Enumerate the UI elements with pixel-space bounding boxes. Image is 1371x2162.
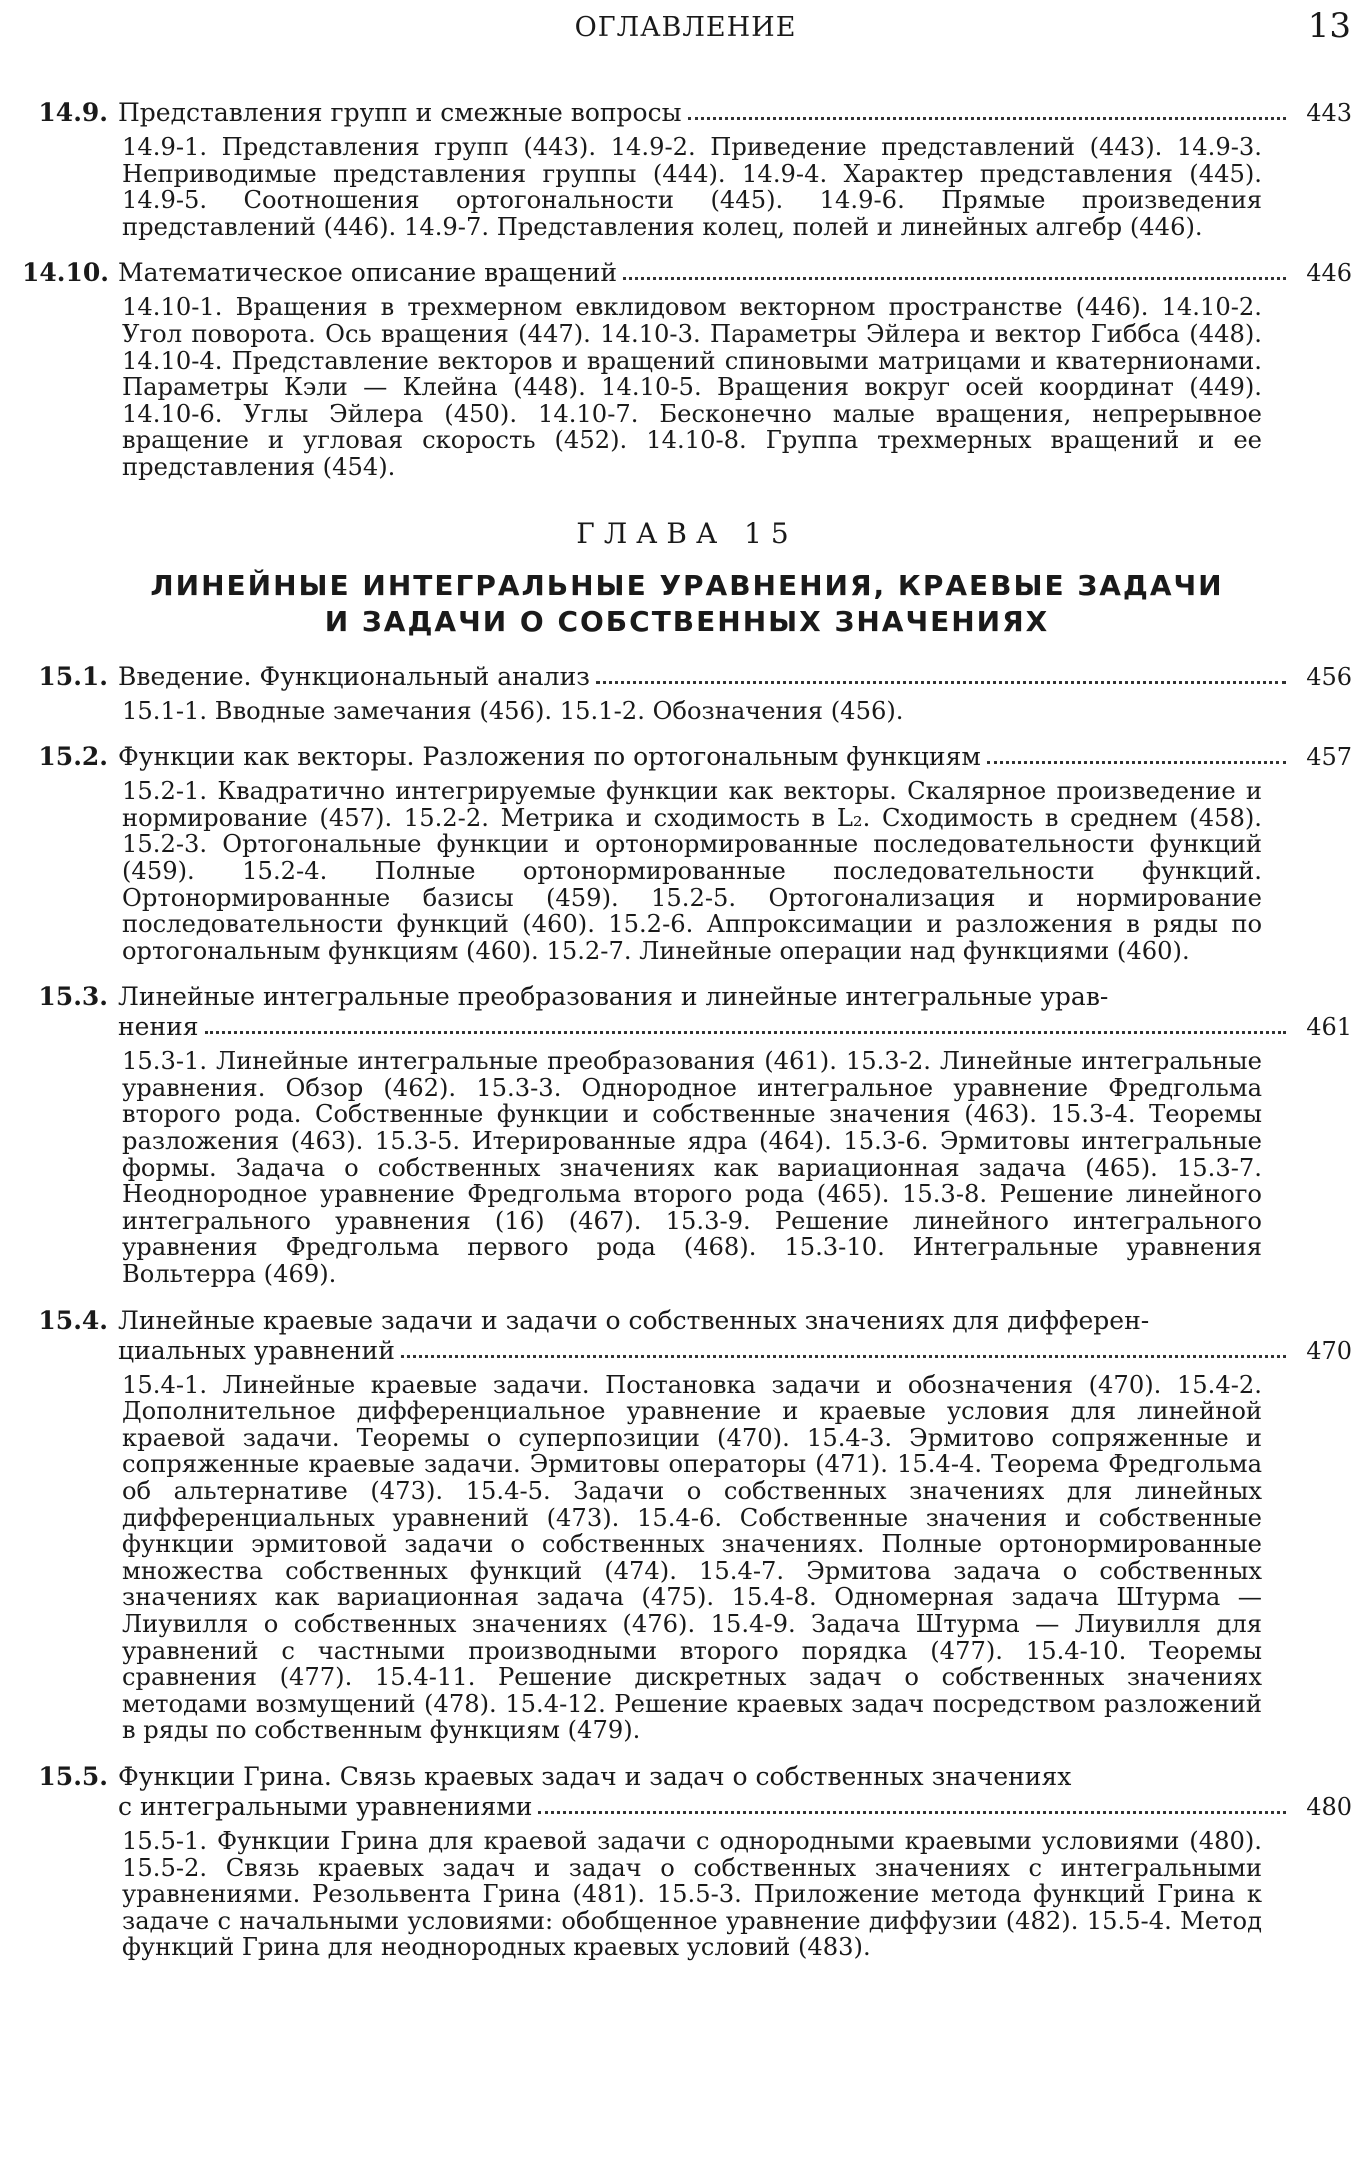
toc-entry-15-5 [22,1762,1352,1961]
section-page: 461 [1306,1013,1352,1042]
toc-entry-heading [22,1306,1352,1366]
section-title: Представления групп и смежные вопросы [118,98,682,127]
toc-entry-15-1 [22,662,1352,725]
chapter-title-line-2: И ЗАДАЧИ О СОБСТВЕННЫХ ЗНАЧЕНИЯХ [324,604,1050,638]
toc-entry-14-9 [22,98,1352,240]
dot-leader [623,277,1286,280]
toc-entry-14-10 [22,258,1352,480]
toc-entry-heading [22,662,1352,692]
section-title-line-2: нения [118,1012,199,1042]
dot-leader [538,1811,1286,1814]
running-head [0,6,1371,46]
section-number: 15.5. [38,1761,108,1791]
section-title-line-1: Линейные краевые задачи и задачи о собственных значениях для дифферен- [118,1305,1150,1335]
dot-leader [596,681,1286,684]
toc-entry-heading [22,1762,1352,1822]
section-title-line-2: циальных уравнений [118,1335,395,1365]
toc-entry-heading [22,982,1352,1042]
section-title-line-2-row [118,1012,1292,1042]
subsection-list: 14.10-1. Вращения в трехмерном евклидовом векторном пространстве (446). 14.10-2. Угол поворота. Ось вращения (447). 14.10-3. Параметры Эйлера и вектор Гиббса (448). 14.10-4. Представление векторов и вращений спиновыми матрицами и кватернионами. Параметры Кэли — Клейна (448). 14.10-5. Вращения вокруг осей координат (449). 14.10-6. Углы Эйлера (450). 14.10-7. Бесконечно малые вращения, непрерывное вращение и угловая скорость (452). 14.10-8. Группа трехмерных вращений и ее представления (454). [122,293,1262,481]
page-number: 13 [1307,6,1351,46]
chapter-label: ГЛАВА 15 [576,516,798,550]
section-number: 15.3. [38,982,108,1012]
section-number: 14.10. [22,258,109,288]
section-page: 457 [1306,743,1352,772]
subsection-list: 15.4-1. Линейные краевые задачи. Постановка задачи и обозначения (470). 15.4-2. Дополнительное дифференциальное уравнение и краевые условия для линейной краевой задачи. Теоремы о суперпозиции (470). 15.4-3. Эрмитово сопряженные и сопряженные краевые задачи. Эрмитовы операторы (471). 15.4-4. Теорема Фредгольма об альтернативе (473). 15.4-5. Задачи о собственных значениях для линейных дифференциальных уравнений (473). 15.4-6. Собственные значения и собственные функции эрмитовой задачи о собственных значениях. Полные ортонормированные множества собственных функций (474). 15.4-7. Эрмитова задача о собственных значениях как вариационная задача (475). 15.4-8. Одномерная задача Штурма — Лиувилля о собственных значениях (476). 15.4-9. Задача Штурма — Лиувилля для уравнений с частными производными второго порядка (477). 15.4-10. Теоремы сравнения (477). 15.4-11. Решение дискретных задач о собственных значениях методами возмущений (478). 15.4-12. Решение краевых задач посредством разложений в ряды по собственным функциям (479). [122,1370,1262,1745]
table-of-contents [22,98,1352,1979]
section-title [118,982,1292,1042]
subsection-list: 14.9-1. Представления групп (443). 14.9-2. Приведение представлений (443). 14.9-3. Неприводимые представления группы (444). 14.9-4. Характер представления (445). 14.9-5. Соотношения ортогональности (445). 14.9-6. Прямые произведения представлений (446). 14.9-7. Представления колец, полей и линейных алгебр (446). [122,133,1262,241]
section-page: 443 [1306,99,1352,127]
section-title-line-2-row [118,1792,1292,1822]
subsection-list: 15.5-1. Функции Грина для краевой задачи с однородными краевыми условиями (480). 15.5-2. Связь краевых задач и задач о собственных значениях с интегральными уравнениями. Резольвента Грина (481). 15.5-3. Приложение метода функций Грина к задаче с начальными условиями: обобщенное уравнение диффузии (482). 15.5-4. Метод функций Грина для неоднородных краевых условий (483). [122,1826,1262,1962]
dot-leader [987,761,1286,764]
section-page: 456 [1306,662,1352,691]
section-number: 15.4. [38,1305,108,1335]
dot-leader [401,1355,1286,1358]
section-number: 14.9. [38,98,108,127]
chapter-title [22,568,1352,640]
dot-leader [205,1031,1286,1034]
toc-entry-heading [22,258,1352,288]
section-number: 15.2. [38,742,108,772]
section-title-line-1: Линейные интегральные преобразования и линейные интегральные урав- [118,982,1109,1012]
running-title: ОГЛАВЛЕНИЕ [574,12,797,43]
section-title: Введение. Функциональный анализ [118,661,590,691]
toc-entry-heading [22,742,1352,772]
section-title [118,1306,1292,1366]
section-title: Математическое описание вращений [118,258,618,288]
section-number: 15.1. [38,661,108,691]
section-title [118,1762,1292,1822]
section-title-line-2: с интегральными уравнениями [118,1791,533,1821]
toc-entry-15-2 [22,742,1352,964]
section-title: Функции как векторы. Разложения по ортогональным функциям [118,742,981,772]
toc-entry-heading [22,98,1352,128]
section-page: 470 [1306,1336,1352,1365]
toc-entry-15-4 [22,1306,1352,1744]
section-title-line-1: Функции Грина. Связь краевых задач и задач о собственных значениях [118,1761,1072,1791]
dot-leader [688,117,1286,120]
chapter-title-line-1: ЛИНЕЙНЫЕ ИНТЕГРАЛЬНЫЕ УРАВНЕНИЯ, КРАЕВЫЕ ЗАДАЧИ [150,568,1224,602]
subsection-list: 15.1-1. Вводные замечания (456). 15.1-2. Обозначения (456). [122,696,904,725]
toc-entry-15-3 [22,982,1352,1287]
section-page: 480 [1306,1792,1352,1821]
subsection-list: 15.3-1. Линейные интегральные преобразования (461). 15.3-2. Линейные интегральные уравнения. Обзор (462). 15.3-3. Однородное интегральное уравнение Фредгольма второго рода. Собственные функции и собственные значения (463). 15.3-4. Теоремы разложения (463). 15.3-5. Итерированные ядра (464). 15.3-6. Эрмитовы интегральные формы. Задача о собственных значениях как вариационная задача (465). 15.3-7. Неоднородное уравнение Фредгольма второго рода (465). 15.3-8. Решение линейного интегрального уравнения (16) (467). 15.3-9. Решение линейного интегрального уравнения Фредгольма первого рода (468). 15.3-10. Интегральные уравнения Вольтерра (469). [122,1047,1262,1289]
subsection-list: 15.2-1. Квадратично интегрируемые функции как векторы. Скалярное произведение и нормирование (457). 15.2-2. Метрика и сходимость в L₂. Сходимость в среднем (458). 15.2-3. Ортогональные функции и ортонормированные последовательности функций (459). 15.2-4. Полные ортонормированные последовательности функций. Ортонормированные базисы (459). 15.2-5. Ортогонализация и нормирование последовательности функций (460). 15.2-6. Аппроксимации и разложения в ряды по ортогональным функциям (460). 15.2-7. Линейные операции над функциями (460). [122,777,1262,965]
section-title-line-2-row [118,1336,1292,1366]
section-page: 446 [1306,259,1352,288]
